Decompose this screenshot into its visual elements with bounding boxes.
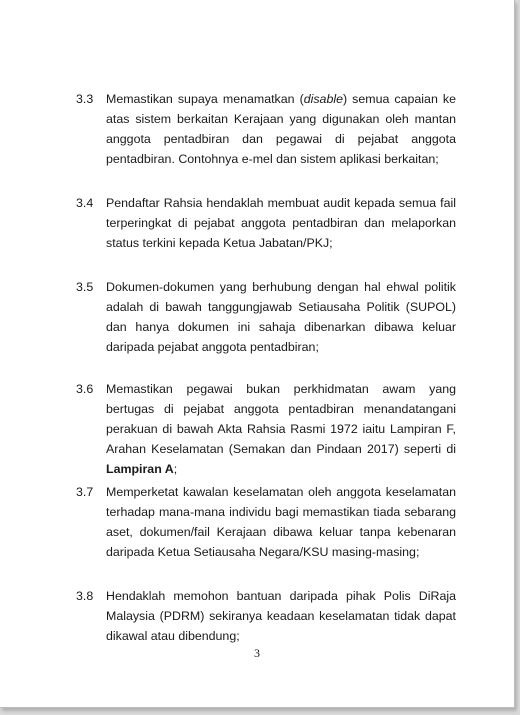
clause-number: 3.5 <box>76 280 94 294</box>
clause-3-6 <box>76 379 456 479</box>
clause-number: 3.7 <box>76 485 94 499</box>
clause-text <box>106 379 456 479</box>
clause-text: Memperketat kawalan keselamatan oleh anggota keselamatan terhadap mana-mana individu bagi memastikan tiada sebarang aset, dokumen/fail Kerajaan dibawa keluar tanpa kebenaran daripada Ketua Setiausaha Negara/KSU masing-masing; <box>106 485 456 559</box>
clause-3-8 <box>76 586 456 646</box>
clause-number: 3.8 <box>76 589 94 603</box>
clause-text: Dokumen-dokumen yang berhubung dengan hal ehwal politik adalah di bawah tanggungjawab Setiausaha Politik (SUPOL) dan hanya dokumen ini sahaja dibenarkan dibawa keluar daripada pejabat anggota pentadbiran; <box>106 280 456 354</box>
clause-3-7 <box>76 482 456 562</box>
clause-3-3 <box>76 89 456 169</box>
clause-text-bold: Lampiran A <box>106 462 174 476</box>
clause-3-4 <box>76 193 456 253</box>
page-number: 3 <box>254 646 260 660</box>
clause-3-5 <box>76 277 456 357</box>
clause-text <box>106 89 456 169</box>
clause-text: Pendaftar Rahsia hendaklah membuat audit kepada semua fail terperingkat di pejabat anggota pentadbiran dan melaporkan status terkini kepada Ketua Jabatan/PKJ; <box>106 196 456 250</box>
clause-text-part: ) semua capaian ke atas sistem berkaitan Kerajaan yang digunakan oleh mantan anggota pentadbiran dan pegawai di pejabat anggota pentadbiran. Contohnya e-mel dan sistem aplikasi berkaitan; <box>106 92 456 166</box>
clause-number: 3.6 <box>76 382 94 396</box>
clause-text-part: Memastikan pegawai bukan perkhidmatan awam yang bertugas di pejabat anggota pentadbiran menandatangani perakuan di bawah Akta Rahsia Rasmi 1972 iaitu Lampiran F, Arahan Keselamatan (Semakan dan Pindaan 2017) seperti di <box>106 382 456 456</box>
clause-text-italic: disable <box>303 92 343 106</box>
clause-text: Hendaklah memohon bantuan daripada pihak Polis DiRaja Malaysia (PDRM) sekiranya keadaan keselamatan tidak dapat dikawal atau dibendung; <box>106 589 456 643</box>
clause-number: 3.4 <box>76 196 94 210</box>
clause-text-part: Memastikan supaya menamatkan ( <box>106 92 304 106</box>
clause-text-part: ; <box>173 462 178 476</box>
clause-number: 3.3 <box>76 92 94 106</box>
